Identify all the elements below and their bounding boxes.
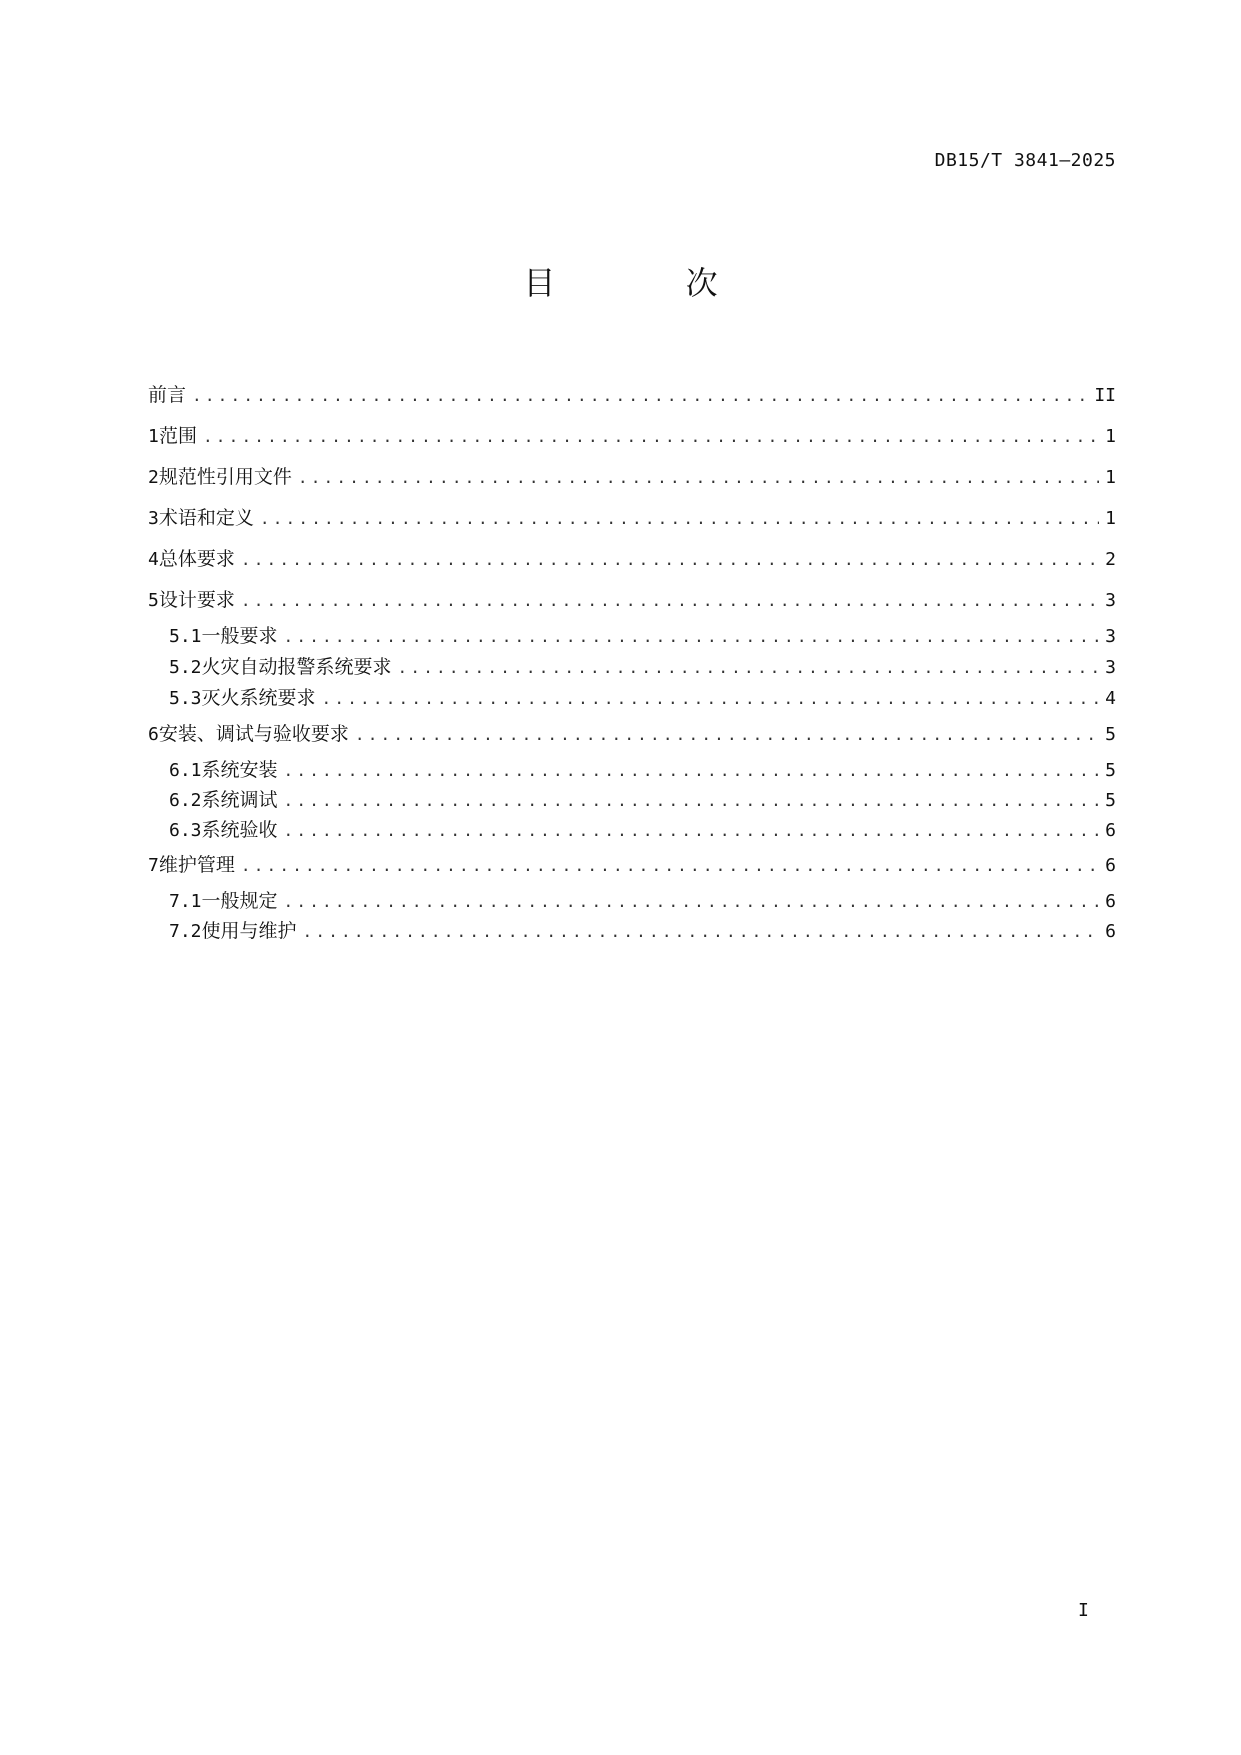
toc-entry-number: 5.1 [169, 626, 202, 647]
toc-entry-label: 前言 [148, 384, 187, 406]
toc-entry-label: 系统调试 [201, 789, 278, 811]
toc-leader-dots [298, 457, 1099, 498]
toc-entry-5-3[interactable] [148, 683, 1116, 714]
toc-entry-page: 3 [1105, 657, 1116, 678]
toc-entry-number: 3 [148, 508, 159, 529]
document-code: DB15/T 3841—2025 [934, 150, 1116, 171]
toc-leader-dots [284, 621, 1100, 652]
toc-leader-dots [284, 756, 1100, 785]
toc-entry-number: 7.1 [169, 891, 202, 912]
toc-entry-2[interactable] [148, 457, 1116, 498]
toc-entry-5[interactable] [148, 580, 1116, 621]
toc-leader-dots [241, 539, 1099, 580]
toc-entry-label: 使用与维护 [201, 920, 297, 942]
toc-entry-number: 6.2 [169, 790, 202, 811]
toc-entry-number: 5 [148, 590, 159, 611]
toc-entry-label: 维护管理 [158, 854, 235, 876]
toc-entry-label: 一般规定 [201, 890, 278, 912]
toc-leader-dots [284, 786, 1100, 815]
toc-entry-page: 6 [1105, 921, 1116, 942]
table-of-contents [148, 375, 1116, 946]
toc-entry-page: 1 [1105, 426, 1116, 447]
toc-entry-page: 1 [1105, 508, 1116, 529]
toc-entry-label: 总体要求 [158, 548, 235, 570]
toc-entry-label: 一般要求 [201, 625, 278, 647]
toc-entry-6-3[interactable] [148, 815, 1116, 845]
toc-entry-page: II [1094, 385, 1116, 406]
toc-entry-page: 6 [1105, 820, 1116, 841]
page-number: I [1078, 1600, 1089, 1621]
toc-leader-dots [284, 816, 1100, 845]
toc-entry-label: 系统安装 [201, 759, 278, 781]
toc-entry-number: 5.2 [169, 657, 202, 678]
toc-entry-6[interactable] [148, 714, 1116, 755]
toc-leader-dots [241, 845, 1099, 886]
toc-entry-page: 5 [1105, 724, 1116, 745]
toc-entry-label: 安装、调试与验收要求 [158, 723, 349, 745]
toc-entry-6-1[interactable] [148, 755, 1116, 785]
toc-entry-3[interactable] [148, 498, 1116, 539]
toc-entry-page: 5 [1105, 790, 1116, 811]
toc-entry-label: 规范性引用文件 [158, 466, 292, 488]
toc-entry-number: 5.3 [169, 688, 202, 709]
toc-entry-5-2[interactable] [148, 652, 1116, 683]
toc-entry-label: 范围 [158, 425, 197, 447]
toc-entry-number: 6 [148, 724, 159, 745]
toc-entry-label: 设计要求 [158, 589, 235, 611]
toc-entry-page: 3 [1105, 590, 1116, 611]
toc-leader-dots [322, 683, 1100, 714]
toc-entry-number: 1 [148, 426, 159, 447]
toc-entry-1[interactable] [148, 416, 1116, 457]
toc-leader-dots [303, 917, 1100, 946]
toc-entry-number: 6.1 [169, 760, 202, 781]
toc-entry-page: 6 [1105, 855, 1116, 876]
toc-entry-page: 1 [1105, 467, 1116, 488]
toc-entry-page: 6 [1105, 891, 1116, 912]
toc-entry-label: 灭火系统要求 [201, 687, 316, 709]
toc-entry-foreword[interactable] [148, 375, 1116, 416]
toc-leader-dots [398, 652, 1100, 683]
toc-entry-7-1[interactable] [148, 886, 1116, 916]
toc-entry-5-1[interactable] [148, 621, 1116, 652]
toc-entry-6-2[interactable] [148, 785, 1116, 815]
toc-entry-page: 4 [1105, 688, 1116, 709]
toc-entry-number: 4 [148, 549, 159, 570]
toc-leader-dots [203, 416, 1099, 457]
toc-entry-7-2[interactable] [148, 916, 1116, 946]
toc-title: 目 次 [523, 264, 778, 302]
toc-leader-dots [241, 580, 1099, 621]
toc-leader-dots [284, 887, 1100, 916]
toc-entry-label: 术语和定义 [158, 507, 254, 529]
toc-entry-number: 6.3 [169, 820, 202, 841]
toc-leader-dots [192, 375, 1088, 416]
toc-entry-number: 7.2 [169, 921, 202, 942]
toc-entry-number: 2 [148, 467, 159, 488]
toc-entry-page: 5 [1105, 760, 1116, 781]
toc-entry-number: 7 [148, 855, 159, 876]
toc-entry-label: 系统验收 [201, 819, 278, 841]
toc-leader-dots [260, 498, 1099, 539]
toc-entry-7[interactable] [148, 845, 1116, 886]
toc-leader-dots [355, 714, 1099, 755]
toc-entry-label: 火灾自动报警系统要求 [201, 656, 392, 678]
toc-entry-page: 3 [1105, 626, 1116, 647]
toc-entry-page: 2 [1105, 549, 1116, 570]
toc-entry-4[interactable] [148, 539, 1116, 580]
